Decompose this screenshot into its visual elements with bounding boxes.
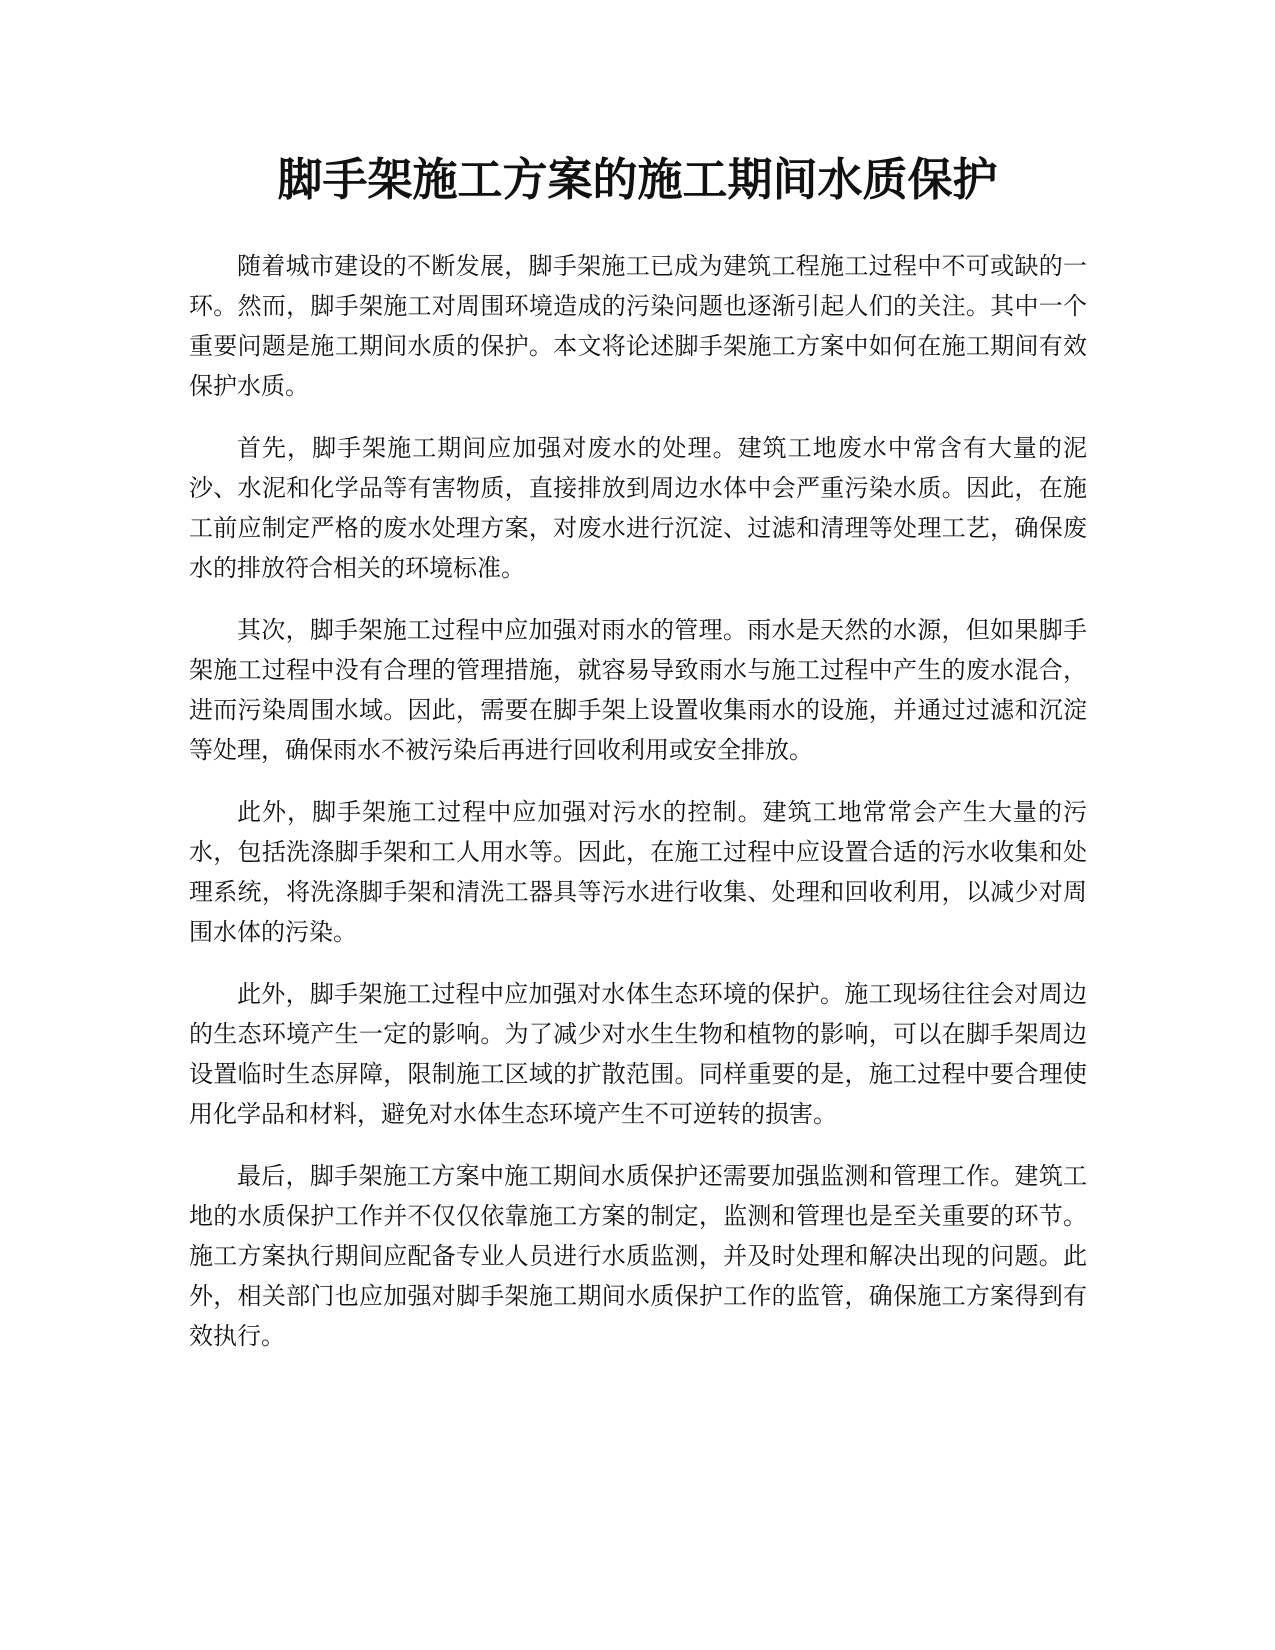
paragraph-ecology: 此外，脚手架施工过程中应加强对水体生态环境的保护。施工现场往往会对周边的生态环境产生一定的影响。为了减少对水生生物和植物的影响，可以在脚手架周边设置临时生态屏障，限制施工区域的扩散范围。同样重要的是，施工过程中要合理使用化学品和材料，避免对水体生态环境产生不可逆转的损害。 — [189, 980, 1087, 1128]
paragraph-wastewater: 首先，脚手架施工期间应加强对废水的处理。建筑工地废水中常含有大量的泥沙、水泥和化学品等有害物质，直接排放到周边水体中会严重污染水质。因此，在施工前应制定严格的废水处理方案，对废水进行沉淀、过滤和清理等处理工艺，确保废水的排放符合相关的环境标准。 — [189, 434, 1087, 582]
paragraph-monitoring: 最后，脚手架施工方案中施工期间水质保护还需要加强监测和管理工作。建筑工地的水质保护工作并不仅仅依靠施工方案的制定，监测和管理也是至关重要的环节。施工方案执行期间应配备专业人员进行水质监测，并及时处理和解决出现的问题。此外，相关部门也应加强对脚手架施工期间水质保护工作的监管，确保施工方案得到有效执行。 — [189, 1162, 1087, 1350]
document-body — [189, 246, 1087, 1378]
paragraph-rainwater: 其次，脚手架施工过程中应加强对雨水的管理。雨水是天然的水源，但如果脚手架施工过程中没有合理的管理措施，就容易导致雨水与施工过程中产生的废水混合，进而污染周围水域。因此，需要在脚手架上设置收集雨水的设施，并通过过滤和沉淀等处理，确保雨水不被污染后再进行回收利用或安全排放。 — [189, 616, 1087, 764]
paragraph-sewage: 此外，脚手架施工过程中应加强对污水的控制。建筑工地常常会产生大量的污水，包括洗涤脚手架和工人用水等。因此，在施工过程中应设置合适的污水收集和处理系统，将洗涤脚手架和清洗工器具等污水进行收集、处理和回收利用，以减少对周围水体的污染。 — [189, 798, 1087, 946]
paragraph-intro: 随着城市建设的不断发展，脚手架施工已成为建筑工程施工过程中不可或缺的一环。然而，脚手架施工对周围环境造成的污染问题也逐渐引起人们的关注。其中一个重要问题是施工期间水质的保护。本文将论述脚手架施工方案中如何在施工期间有效保护水质。 — [189, 252, 1087, 400]
document-title: 脚手架施工方案的施工期间水质保护 — [277, 153, 998, 206]
